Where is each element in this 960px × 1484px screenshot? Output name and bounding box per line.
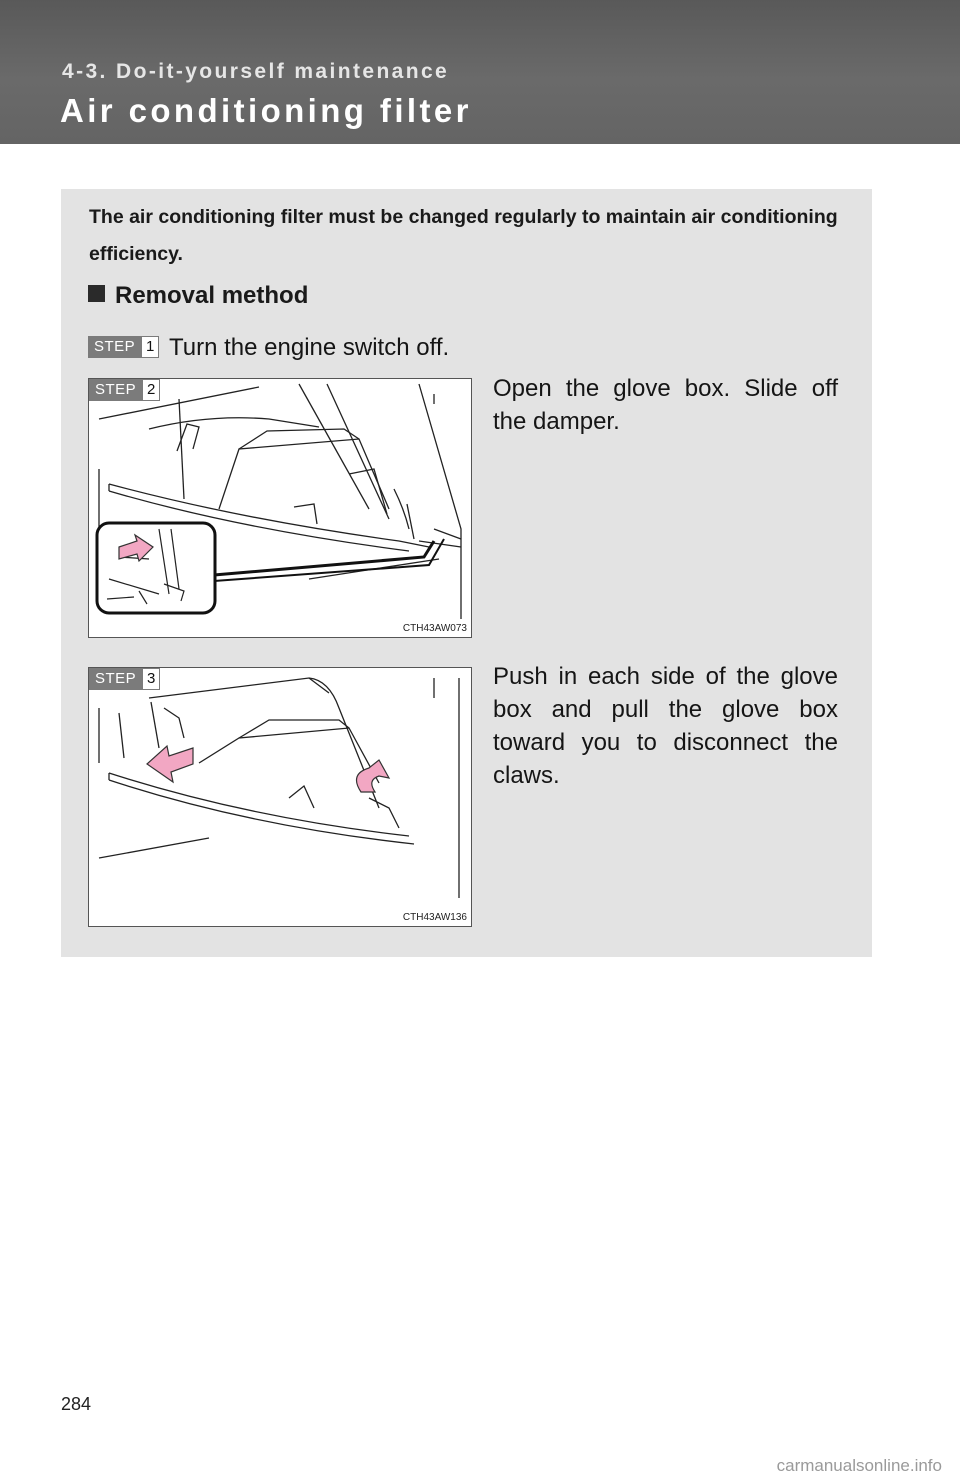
step-2-figure bbox=[88, 378, 472, 638]
intro-text: The air conditioning filter must be changed regularly to maintain air conditioning efficiency. bbox=[89, 206, 838, 265]
subheading-label: Removal method bbox=[115, 282, 309, 309]
step-label: STEP bbox=[89, 668, 142, 690]
square-bullet-icon bbox=[88, 285, 105, 302]
step-1-text: Turn the engine switch off. bbox=[169, 334, 450, 361]
step-2-text: Open the glove box. Slide off the damper. bbox=[493, 375, 838, 435]
page-number: 284 bbox=[61, 1394, 92, 1414]
watermark: carmanualsonline.info bbox=[776, 1456, 942, 1475]
step-number: 3 bbox=[142, 668, 160, 690]
step-number: 2 bbox=[142, 379, 160, 401]
subheading-removal-method bbox=[88, 282, 308, 310]
step-3-badge bbox=[89, 668, 160, 690]
page-title: Air conditioning filter bbox=[60, 92, 472, 129]
step-2-badge bbox=[89, 379, 160, 401]
step-label: STEP bbox=[88, 336, 141, 358]
step-label: STEP bbox=[89, 379, 142, 401]
glove-box-damper-illustration bbox=[89, 379, 472, 638]
section-label: 4-3. Do-it-yourself maintenance bbox=[62, 60, 450, 83]
step-number: 1 bbox=[141, 336, 159, 358]
figure-code: CTH43AW073 bbox=[402, 623, 467, 634]
step-1-badge bbox=[88, 336, 159, 358]
glove-box-claws-illustration bbox=[89, 668, 472, 927]
step-3-figure bbox=[88, 667, 472, 927]
header-bar bbox=[0, 0, 960, 144]
figure-code: CTH43AW136 bbox=[402, 912, 467, 923]
step-3-text: Push in each side of the glove box and pull the glove box toward you to disconnect the claws. bbox=[493, 663, 838, 789]
